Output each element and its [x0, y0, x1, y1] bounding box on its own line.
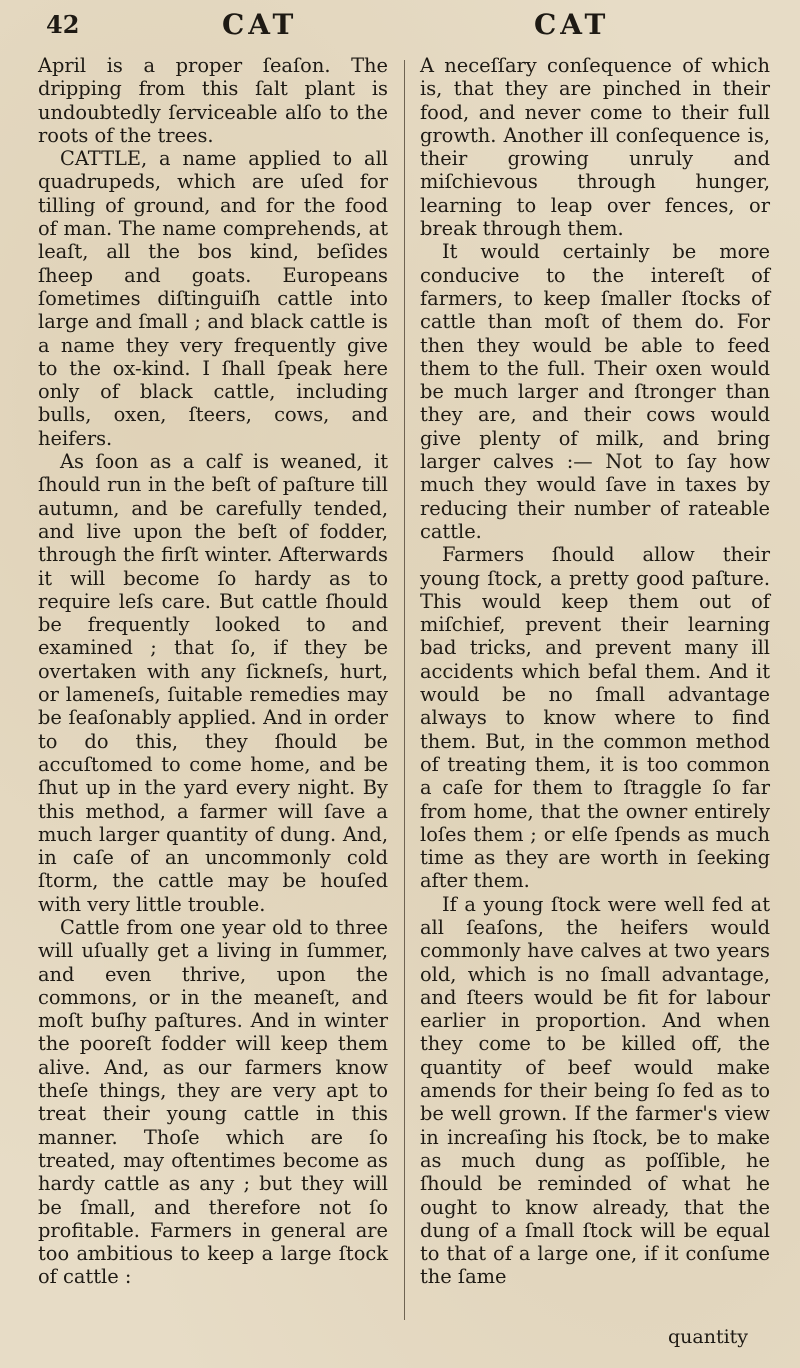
catchword: quantity	[668, 1326, 749, 1348]
right-column	[420, 54, 770, 1289]
paragraph: It would certainly be more conducive to the intereſt of farmers, to keep ſmaller ſtocks of cattle than moſt of them do. For then they would be able to feed them to the full. Their oxen would be much larger and ſtronger than they are, and their cows would give plenty of milk, and bring larger calves :— Not to ſay how much they would ſave in taxes by reducing their number of rateable cattle.	[420, 240, 770, 543]
paragraph: A neceſſary conſequence of which is, that they are pinched in their food, and never come to their full growth. Another ill conſequence is, their growing unruly and miſchievous through hunger, learning to leap over fences, or break through them.	[420, 54, 770, 241]
left-column	[38, 54, 388, 1289]
paragraph: If a young ſtock were well fed at all ſeaſons, the heifers would commonly have calves at two years old, which is no ſmall advantage, and ſteers would be fit for labour earlier in proportion. And when they come to be killed off, the quantity of beef would make amends for their being ſo fed as to be well grown. If the farmer's view in increaſing his ſtock, be to make as much dung as poſſible, he ſhould be reminded of what he ought to know already, that the dung of a ſmall ſtock will be equal to that of a large one, if it conſume the ſame	[420, 892, 770, 1289]
paragraph: April is a proper ſeaſon. The dripping from this ſalt plant is undoubtedly ſerviceable alſo to the roots of the trees.	[38, 54, 388, 147]
paragraph: As ſoon as a calf is weaned, it ſhould run in the beſt of paſture till autumn, and be carefully tended, and live upon the beſt of fodder, through the firſt winter. Afterwards it will become ſo hardy as to require leſs care. But cattle ſhould be frequently looked to and examined ; that ſo, if they be overtaken with any ſickneſs, hurt, or lameneſs, ſuitable remedies may be ſeaſonably applied. And in order to do this, they ſhould be accuſtomed to come home, and be ſhut up in the yard every night. By this method, a farmer will ſave a much larger quantity of dung. And, in caſe of an uncommonly cold ſtorm, the cattle may be houſed with very little trouble.	[38, 450, 388, 916]
column-divider	[404, 60, 405, 1320]
paragraph: Farmers ſhould allow their young ſtock, a pretty good paſture. This would keep them out of miſchief, prevent their learning bad tricks, and prevent many ill accidents which befal them. And it would be no ſmall advantage always to know where to find them. But, in the common method of treating them, it is too common a caſe for them to ſtraggle ſo far from home, that the owner entirely loſes them ; or elſe ſpends as much time as they are worth in ſeeking after them.	[420, 543, 770, 893]
paragraph: Cattle from one year old to three will uſually get a living in ſummer, and even thrive, upon the commons, or in the meaneſt, and moſt buſhy paſtures. And in winter the pooreſt fodder will keep them alive. And, as our farmers know theſe things, they are very apt to treat their young cattle in this manner. Thoſe which are ſo treated, may oftentimes become as hardy cattle as any ; but they will be ſmall, and therefore not ſo profitable. Farmers in general are too ambitious to keep a large ſtock of cattle :	[38, 915, 388, 1289]
running-head-left: CAT	[222, 8, 298, 41]
running-head-right: CAT	[534, 8, 610, 41]
paragraph: CATTLE, a name applied to all quadrupeds, which are uſed for tilling of ground, and for the food of man. The name comprehends, at leaſt, all the bos kind, beſides ſheep and goats. Europeans ſometimes diſtinguiſh cattle into large and ſmall ; and black cattle is a name they very frequently give to the ox-kind. I ſhall ſpeak here only of black cattle, including bulls, oxen, ſteers, cows, and heifers.	[38, 147, 388, 450]
page-number: 42	[46, 10, 80, 39]
